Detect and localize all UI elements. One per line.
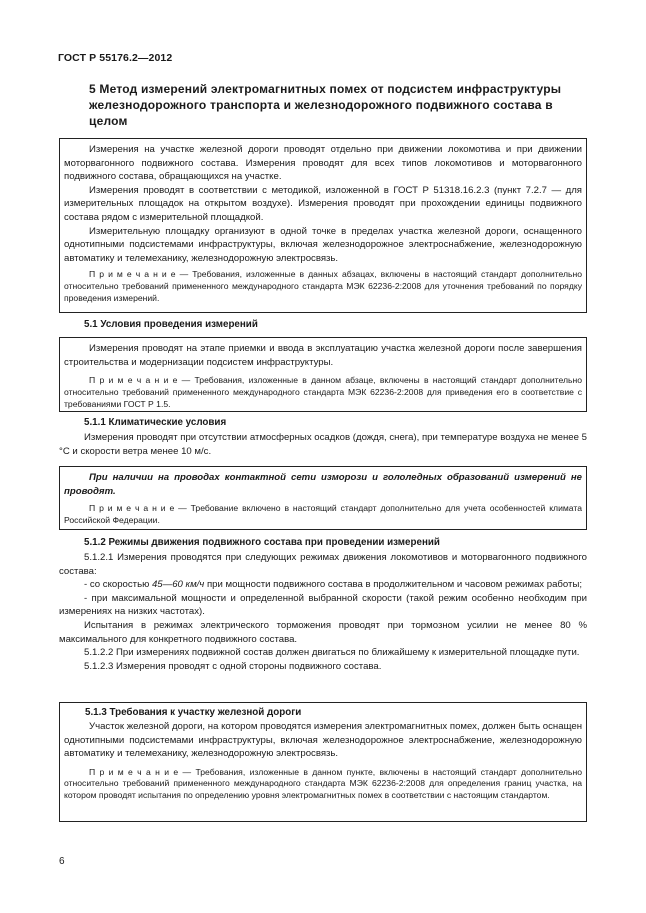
box2-note-text: — Требования, изложенные в данном абзаце, включены в настоящий стандарт дополнительно относительно требований примененного международного стандарта МЭК 62236-2:2008 для приведения его в соответствие с требованиями ГОСТ Р 1.5. [64, 375, 583, 409]
box1-paragraph-1: Измерения на участке железной дороги проводят отдельно при движении локомотива и при движении моторвагонного подвижного состава. Измерения проводят для всех типов локомотивов и моторвагонного подвижного состава, обращающихся на участке. [64, 144, 582, 183]
climate-paragraph: Измерения проводят при отсутствии атмосферных осадков (дождя, снега), при температуре воздуха не менее 5 °С и скорости ветра менее 10 м/с. [59, 432, 587, 457]
addition-box-2 [59, 337, 587, 412]
addition-box-1 [59, 138, 587, 313]
mode-paragraph-1: 5.1.2.1 Измерения проводятся при следующих режимах движения локомотивов и моторвагонного подвижного состава: [59, 552, 587, 577]
box1-paragraph-2: Измерения проводят в соответствии с методикой, изложенной в ГОСТ Р 51318.16.2.3 (пункт 7.2.7 — для измерительных площадок на открытом воздухе). Измерения проводят при прохождении единицы подвижного состава рядом с измерительной площадкой. [64, 184, 582, 223]
page-number: 6 [59, 856, 65, 867]
section-5-1-3-title: 5.1.3 Требования к участку железной дороги [85, 707, 302, 718]
section-5-1-2-body [59, 551, 587, 673]
box4-note-label: П р и м е ч а н и е [89, 766, 179, 777]
box3-paragraph: При наличии на проводах контактной сети изморози и гололедных образований измерений не проводят. [64, 472, 582, 497]
box2-note-label: П р и м е ч а н и е [89, 375, 178, 386]
box2-paragraph: Измерения проводят на этапе приемки и ввода в эксплуатацию участка железной дороги после завершения строительства и модернизации подсистем инфраструктуры. [64, 343, 582, 368]
section-5-1-title: 5.1 Условия проведения измерений [84, 319, 258, 330]
section-5-1-1-title: 5.1.1 Климатические условия [84, 417, 227, 428]
box4-note-text: — Требования, изложенные в данном пункте, включены в настоящий стандарт дополнительно относительно требований примененного международного стандарта МЭК 62236-2:2008 для определения границ участка, на котором проводят испытания по определению уровня электромагнитных помех в соответствии с настоящим стандартом. [64, 766, 583, 801]
addition-box-3 [59, 466, 587, 530]
box1-paragraph-3: Измерительную площадку организуют в одной точке в пределах участка железной дороги, оснащенного однотипными подсистемами инфраструктуры, включая железнодорожное электроснабжение, железнодорожную автоматику и телемеханику, железнодорожную электросвязь. [64, 225, 582, 264]
mode-paragraph-6: 5.1.2.3 Измерения проводят с одной стороны подвижного состава. [84, 660, 382, 672]
box3-note-label: П р и м е ч а н и е [89, 503, 175, 514]
box4-paragraph: Участок железной дороги, на котором проводятся измерения электромагнитных помех, должен быть оснащен однотипными подсистемами инфраструктуры, включая железнодорожное электроснабжение, железнодорожную автоматику и телемеханику, железнодорожную электросвязь. [64, 721, 582, 760]
mode-speed-prefix: - со скоростью [84, 579, 152, 591]
mode-paragraph-4: Испытания в режимах электрического торможения проводят при тормозном усилии не менее 80 % максимального для конкретного подвижного состава. [59, 619, 587, 645]
addition-box-4 [59, 702, 587, 822]
section-5-1-2-title: 5.1.2 Режимы движения подвижного состава при проведении измерений [84, 537, 440, 548]
box3-note-text: — Требование включено в настоящий стандарт дополнительно для учета особенностей климата Российской Федерации. [64, 503, 582, 525]
section-5-1-1-body [59, 431, 587, 458]
box3-note [64, 503, 582, 526]
section-5-title: 5 Метод измерений электромагнитных помех от подсистем инфраструктуры железнодорожного транспорта и железнодорожного подвижного состава в целом [89, 82, 562, 128]
box1-note [64, 269, 582, 304]
mode-paragraph-2 [59, 578, 587, 592]
box1-note-label: П р и м е ч а н и е [89, 269, 176, 280]
box1-note-text: — Требования, изложенные в данных абзацах, включены в настоящий стандарт дополнительно относительно требований примененного международного стандарта МЭК 62236-2:2008 для уточнения требований по порядку проведения измерений. [64, 269, 582, 303]
mode-paragraph-3: - при максимальной мощности и определенной выбранной скорости (такой режим особенно необходим при измерениях на низких частотах). [59, 592, 587, 618]
box2-note [64, 375, 582, 410]
mode-speed-value: 45—60 км/ч [151, 579, 205, 591]
mode-speed-suffix: при мощности подвижного состава в продолжительном и часовом режимах работы; [204, 579, 583, 591]
mode-paragraph-5: 5.1.2.2 При измерениях подвижной состав должен двигаться по ближайшему к измерительной площадке пути. [84, 647, 580, 659]
box4-note [64, 767, 582, 802]
document-code-header: ГОСТ Р 55176.2—2012 [58, 52, 173, 64]
